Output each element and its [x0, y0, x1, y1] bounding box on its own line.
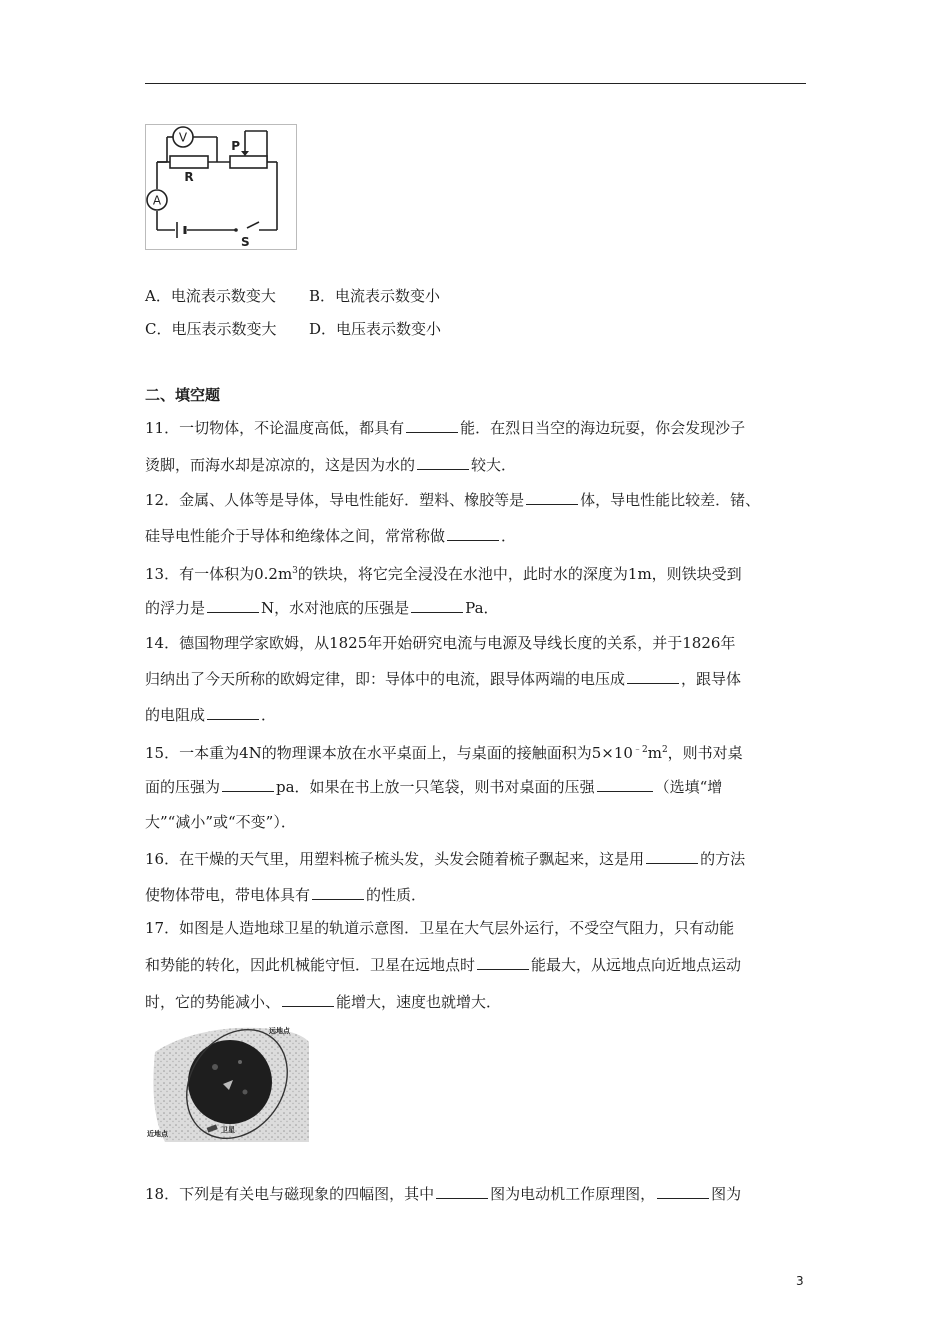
svg-text:R: R [184, 170, 194, 184]
options-row-1 [145, 285, 440, 306]
page-number: 3 [796, 1274, 804, 1288]
answer-blank[interactable] [657, 1183, 709, 1199]
answer-blank[interactable] [447, 525, 499, 541]
q15-line-3: 大”“减小”或“不变”）． [145, 813, 296, 831]
answer-blank[interactable] [312, 884, 364, 900]
q11-line-1: 11．一切物体，不论温度高低，都具有 能．在烈日当空的海边玩耍，你会发现沙子 [145, 419, 746, 437]
q18-line-1: 18．下列是有关电与磁现象的四幅图，其中 图为电动机工作原理图， 图为 [145, 1185, 742, 1203]
svg-text:V: V [178, 130, 188, 145]
answer-blank[interactable] [417, 454, 469, 470]
q17-line-1: 17．如图是人造地球卫星的轨道示意图．卫星在大气层外运行，不受空气阻力，只有动能 [145, 919, 735, 937]
answer-blank[interactable] [597, 776, 653, 792]
svg-text:近地点: 近地点 [147, 1130, 168, 1138]
q16-line-1: 16．在干燥的天气里，用塑料梳子梳头发，头发会随着梳子飘起来，这是用 的方法 [145, 850, 746, 868]
option-d: D．电压表示数变小 [309, 320, 442, 338]
q13-line-2: 的浮力是 N，水对池底的压强是 Pa． [145, 599, 499, 617]
option-c: C．电压表示数变大 [145, 320, 277, 338]
answer-blank[interactable] [646, 848, 698, 864]
q13-line-1: 13．有一体积为$0.2m^3$的铁块，将它完全浸没在水池中，此时水的深度为1m，则铁块受到 [145, 565, 742, 583]
answer-blank[interactable] [207, 597, 259, 613]
svg-text:P: P [231, 139, 240, 153]
section-heading: 二、填空题 [145, 386, 221, 404]
q15-line-2: 面的压强为 pa．如果在书上放一只笔袋，则书对桌面的压强 （选填“增 [145, 778, 723, 796]
q14-line-2: 归纳出了今天所称的欧姆定律，即：导体中的电流，跟导体两端的电压成 ，跟导体 [145, 670, 742, 688]
q12-line-1: 12．金属、人体等是导体，导电性能好．塑料、橡胶等是 体，导电性能比较差．锗、 [145, 491, 761, 509]
answer-blank[interactable] [627, 668, 679, 684]
answer-blank[interactable] [282, 991, 334, 1007]
q12-line-2: 硅导电性能介于导体和绝缘体之间，常常称做 ． [145, 527, 517, 545]
svg-text:远地点: 远地点 [269, 1027, 290, 1035]
answer-blank[interactable] [222, 776, 274, 792]
header-rule [145, 83, 806, 84]
options-row-2 [145, 318, 441, 339]
q11-line-2: 烫脚，而海水却是凉凉的，这是因为水的 较大． [145, 456, 517, 474]
q14-line-1: 14．德国物理学家欧姆，从1825年开始研究电流与电源及导线长度的关系，并于1826年 [145, 634, 736, 652]
satellite-orbit-diagram [145, 1022, 311, 1144]
answer-blank[interactable] [436, 1183, 488, 1199]
option-b: B．电流表示数变小 [309, 287, 441, 305]
q16-line-2: 使物体带电，带电体具有 的性质． [145, 886, 427, 904]
q15-line-1: 15．一本重为4N的物理课本放在水平桌面上，与桌面的接触面积为$5\times 10^{﹣2}m^2$，则书对桌 [145, 744, 743, 762]
option-a: A．电流表示数变大 [145, 287, 276, 305]
q14-line-3: 的电阻成 ． [145, 706, 277, 724]
q17-line-2: 和势能的转化，因此机械能守恒．卫星在远地点时 能最大，从远地点向近地点运动 [145, 956, 742, 974]
answer-blank[interactable] [477, 954, 529, 970]
svg-text:S: S [241, 235, 250, 249]
answer-blank[interactable] [526, 489, 578, 505]
circuit-diagram [145, 124, 297, 250]
svg-text:A: A [152, 193, 162, 208]
answer-blank[interactable] [406, 417, 458, 433]
q17-line-3: 时，它的势能减小、 能增大，速度也就增大． [145, 993, 502, 1011]
svg-text:卫星: 卫星 [221, 1126, 235, 1134]
answer-blank[interactable] [207, 704, 259, 720]
answer-blank[interactable] [411, 597, 463, 613]
